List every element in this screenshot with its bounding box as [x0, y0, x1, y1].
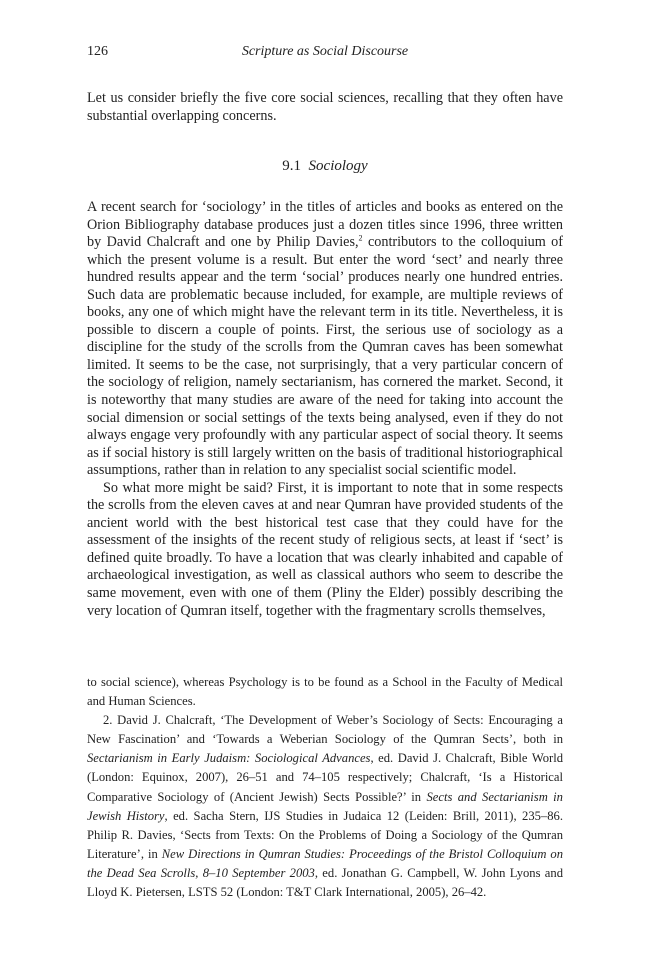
footnote-2 — [87, 711, 563, 902]
footnote-2-text-c: , ed. David J. Chalcraft, Bible World (London: Equinox, 2007), 26–51 and 74–105 respectively; Chalcraft, ‘Is a Historical Comparative Sociology of (Ancient Jewish) Sects Possible?’ in — [87, 751, 563, 804]
paragraph-1 — [87, 199, 563, 480]
footnote-2-title-1: Sectarianism in Early Judaism: Sociological Advances — [87, 751, 371, 766]
intro-text: Let us consider briefly the five core social sciences, recalling that they often have substantial overlapping concerns. — [87, 90, 563, 124]
running-title: Scripture as Social Discourse — [241, 44, 409, 59]
section-heading — [87, 158, 563, 175]
paragraph-2: So what more might be said? First, it is important to note that in some respects the scrolls from the eleven caves at and near Qumran have provided students of the ancient world with the best historical test case that they could have for the assessment of the insights of the recent study of religious sects, at least if ‘sect’ is defined quite broadly. To have a location that was clearly inhabited and capable of archaeological investigation, as well as classical authors who seem to describe the same movement, even with one of them (Pliny the Elder) possibly describing the very location of Qumran itself, together with the fragmentary scrolls themselves, — [87, 479, 563, 619]
page-header — [87, 44, 563, 64]
section-title: Sociology — [308, 158, 368, 174]
section-number: 9.1 — [282, 158, 302, 174]
paragraph-1-part1: A recent search for ‘sociology’ in the titles of articles and books as entered on the Orion Bibliography database produces just a dozen titles since 1996, three written by David Chalcraft and one by Philip Davies, — [87, 199, 563, 251]
intro-paragraph — [87, 90, 563, 125]
footnotes — [87, 673, 563, 902]
footnote-continuation: to social science), whereas Psychology is to be found as a School in the Faculty of Medical and Human Sciences. — [87, 675, 563, 709]
footnote-2-text-e: , ed. Sacha Stern, IJS Studies in Judaica 12 (Leiden: Brill, 2011), 235–86. Philip R. Davies, ‘Sects from Texts: On the Problems of Doing a Sociology of the Qumran Literature’, in — [87, 808, 563, 861]
footnote-2-title-2: Sects and Sectarianism in Jewish History — [87, 789, 563, 823]
footnote-ref-2[interactable]: 2 — [358, 233, 363, 243]
page-number: 126 — [87, 44, 108, 59]
footnote-2-text-g: , ed. Jonathan G. Campbell, W. John Lyons and Lloyd K. Pietersen, LSTS 52 (London: T&T Clark International, 2005), 26–42. — [87, 865, 563, 900]
main-text — [87, 199, 563, 620]
paragraph-1-part2: contributors to the colloquium of which the present volume is a result. But enter the word ‘sect’ and nearly three hundred results appear and the term ‘social’ produces nearly one hundred entries. Such data are problematic because included, for example, are multiple reviews of books, any one of which might have the relevant term in its title. Nevertheless, it is possible to discern a couple of points. First, the serious use of sociology as a discipline for the study of the scrolls from the Qumran caves has been somewhat limited. It seems to be the case, not surprisingly, that a very particular concern of the sociology of religion, namely sectarianism, has cornered the market. Second, it is noteworthy that many studies are aware of the need for taking into account the social dimension or social settings of the texts being analysed, even if they do not always engage very profoundly with any particular aspect of social theory. It seems as if social history is still largely written on the basis of traditional historiographical assumptions, rather than in relation to any specialist social scientific model. — [87, 234, 563, 479]
footnote-2-title-3: New Directions in Qumran Studies: Proceedings of the Bristol Colloquium on the Dead Sea Scrolls, 8–10 September 2003 — [87, 846, 563, 880]
footnote-2-text-a: 2. David J. Chalcraft, ‘The Development of Weber’s Sociology of Sects: Encouraging a New Fascination’ and ‘Towards a Weberian Sociology of the Qumran Sects’, both in — [87, 713, 563, 747]
